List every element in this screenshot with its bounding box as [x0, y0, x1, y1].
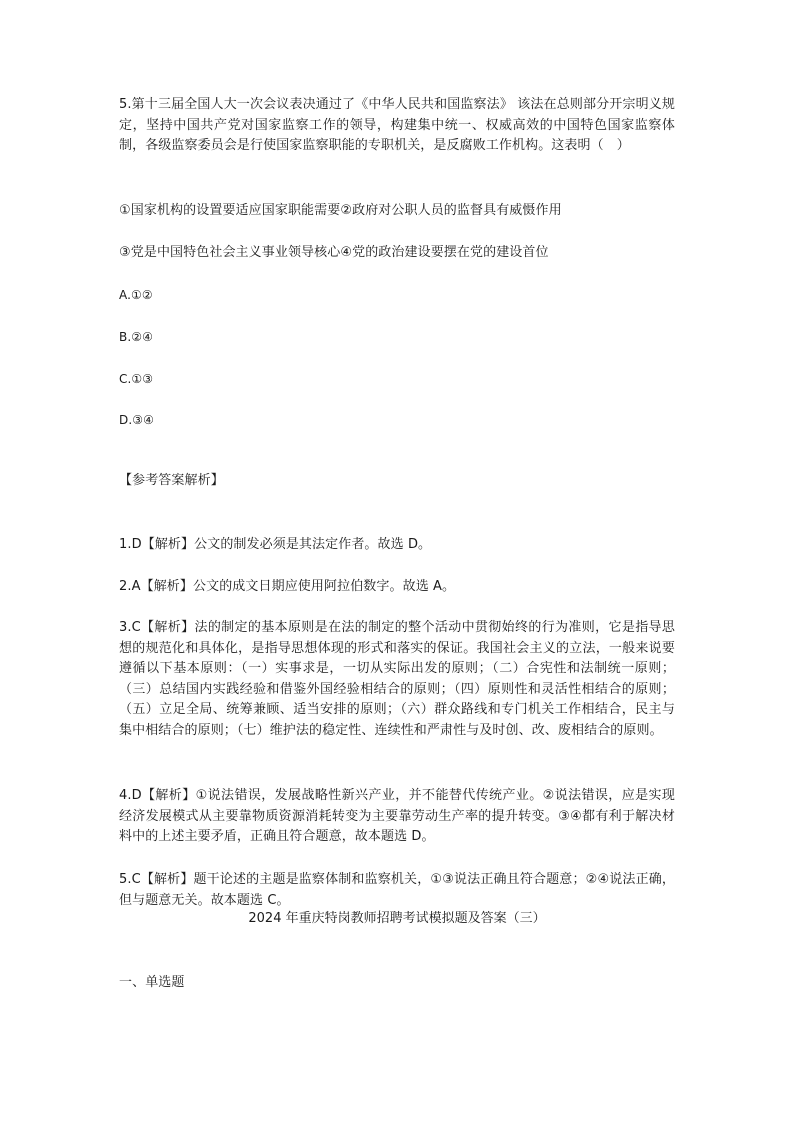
answer-section-heading: 【参考答案解析】: [119, 473, 224, 488]
next-section-subheading: 一、单选题: [119, 975, 185, 990]
question-5-statements-line-2: ③党是中国特色社会主义事业领导核心④党的政治建设要摆在党的建设首位: [119, 245, 549, 260]
question-5-option-d: D.③④: [119, 413, 154, 427]
next-section-title: 2024 年重庆特岗教师招聘考试模拟题及答案（三）: [248, 911, 546, 926]
question-5-option-a: A.①②: [119, 288, 153, 302]
question-5-statements-line-1: ①国家机构的设置要适应国家职能需要②政府对公职人员的监督具有威慑作用: [119, 203, 562, 218]
answer-1: 1.D【解析】公文的制发必须是其法定作者。故选 D。: [119, 537, 432, 552]
answer-2: 2.A【解析】公文的成文日期应使用阿拉伯数字。故选 A。: [119, 579, 456, 594]
question-5-option-b: B.②④: [119, 330, 153, 344]
question-5-option-c: C.①③: [119, 372, 154, 386]
question-5-stem: 5.第十三届全国人大一次会议表决通过了《中华人民共和国监察法》 该法在总则部分开宗明义规定，坚持中国共产党对国家监察工作的领导，构建集中统一、权威高效的中国特色国家监察体制，各级监察委员会是行使国家监察职能的专职机关，是反腐败工作机构。这表明（ ）: [119, 97, 675, 153]
answer-5: 5.C【解析】题干论述的主题是监察体制和监察机关，①③说法正确且符合题意；②④说法正确，但与题意无关。故本题选 C。: [119, 872, 675, 908]
answer-3: 3.C【解析】法的制定的基本原则是在法的制定的整个活动中贯彻始终的行为准则，它是指导思想的规范化和具体化，是指导思想体现的形式和落实的保证。我国社会主义的立法，一般来说要遵循以下基本原则：（一）实事求是，一切从实际出发的原则；（二）合宪性和法制统一原则；（三）总结国内实践经验和借鉴外国经验相结合的原则；（四）原则性和灵活性相结合的原则；（五）立足全局、统筹兼顾、适当安排的原则；（六）群众路线和专门机关工作相结合，民主与集中相结合的原则；（七）维护法的稳定性、连续性和严肃性与及时创、改、废相结合的原则。: [119, 620, 675, 738]
answer-4: 4.D【解析】①说法错误，发展战略性新兴产业，并不能替代传统产业。②说法错误，应是实现经济发展模式从主要靠物质资源消耗转变为主要靠劳动生产率的提升转变。③④都有利于解决材料中的上述主要矛盾，正确且符合题意，故本题选 D。: [119, 788, 675, 844]
